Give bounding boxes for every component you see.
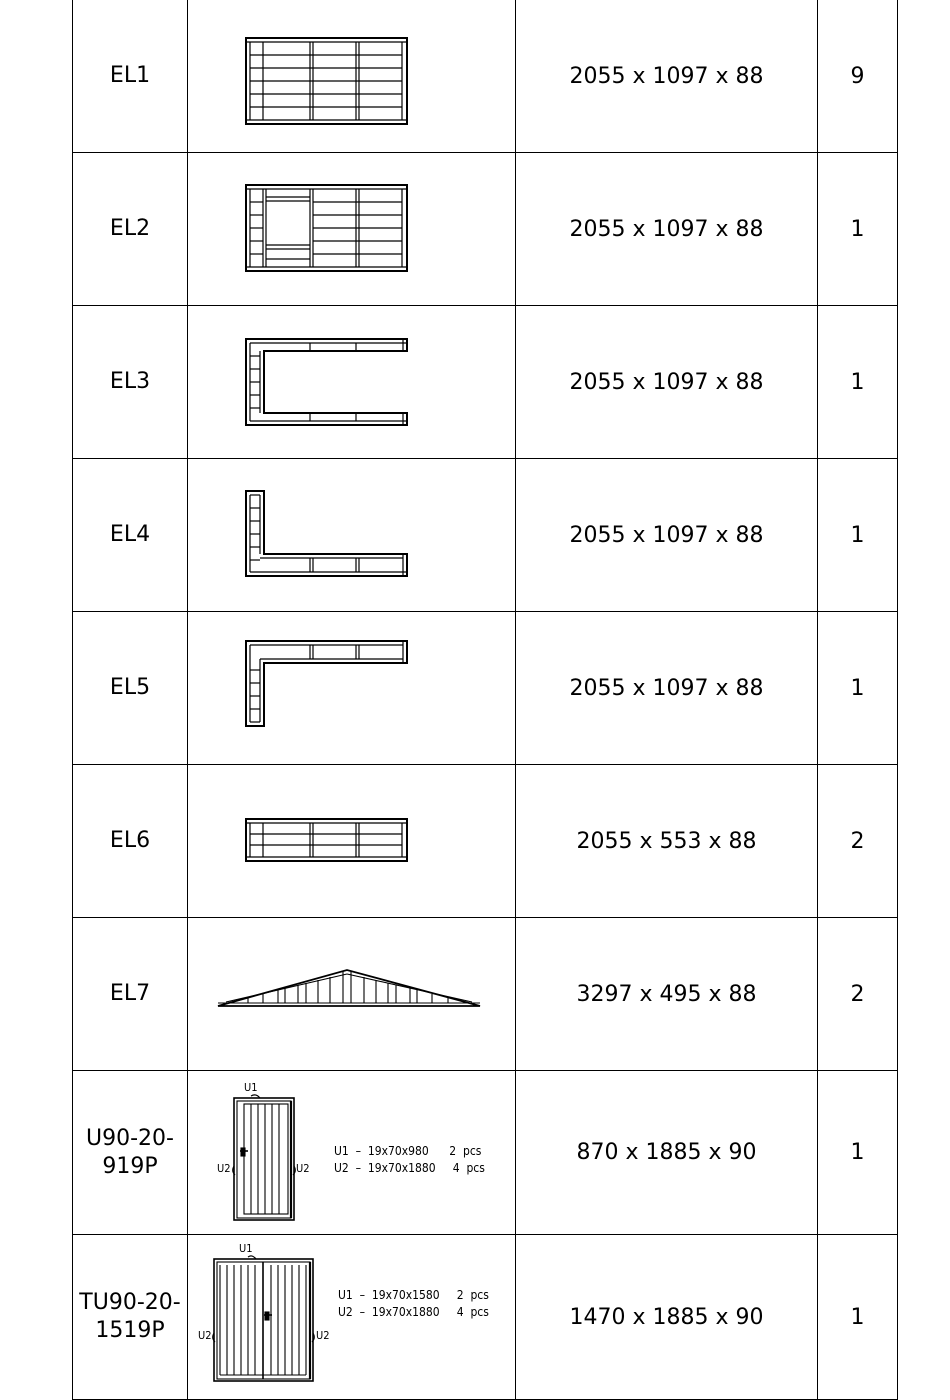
part-dimensions: 1470 x 1885 x 90 (516, 1235, 818, 1400)
part-code: EL4 (73, 459, 188, 612)
part-quantity: 1 (818, 1071, 898, 1235)
part-code: EL5 (73, 612, 188, 765)
part-quantity: 1 (818, 153, 898, 306)
part-quantity: 1 (818, 306, 898, 459)
part-drawing (188, 459, 516, 612)
wall-panel-window-icon (188, 153, 515, 301)
part-drawing (188, 765, 516, 918)
table-row (73, 612, 898, 765)
door-label-right: U2 (316, 1329, 330, 1342)
door-label-left: U2 (217, 1162, 231, 1175)
part-code-line: U90-20- (86, 1125, 174, 1151)
door-label-top: U1 (239, 1242, 253, 1255)
part-code: EL1 (73, 0, 188, 153)
part-quantity: 1 (818, 1235, 898, 1400)
part-code-line: 919P (102, 1153, 158, 1179)
part-drawing (188, 1071, 516, 1235)
part-dimensions: 2055 x 1097 x 88 (516, 153, 818, 306)
part-drawing (188, 0, 516, 153)
wall-panel-gamma-frame-icon (188, 612, 515, 760)
table-row (73, 765, 898, 918)
part-dimensions: 2055 x 1097 x 88 (516, 0, 818, 153)
part-drawing (188, 306, 516, 459)
part-code-line: TU90-20- (79, 1290, 181, 1315)
part-quantity: 1 (818, 612, 898, 765)
part-code (73, 1071, 188, 1235)
part-dimensions: 2055 x 1097 x 88 (516, 306, 818, 459)
part-code: EL7 (73, 918, 188, 1071)
door-label-left: U2 (198, 1329, 212, 1342)
part-drawing (188, 918, 516, 1071)
cut-list-line: U2 – 19x70x1880 4 pcs (338, 1305, 489, 1319)
part-drawing (188, 153, 516, 306)
table-row (73, 918, 898, 1071)
cut-list-line: U1 – 19x70x980 2 pcs (334, 1144, 482, 1158)
table-row (73, 1071, 898, 1235)
wall-panel-c-frame-icon (188, 306, 515, 454)
part-quantity: 9 (818, 0, 898, 153)
part-dimensions: 2055 x 1097 x 88 (516, 612, 818, 765)
part-dimensions: 870 x 1885 x 90 (516, 1071, 818, 1235)
part-dimensions: 2055 x 1097 x 88 (516, 459, 818, 612)
part-code-line: 1519P (95, 1318, 165, 1343)
door-label-top: U1 (244, 1081, 258, 1094)
part-drawing (188, 612, 516, 765)
part-code: EL2 (73, 153, 188, 306)
cut-list-line: U2 – 19x70x1880 4 pcs (334, 1161, 485, 1175)
wall-panel-full-icon (188, 0, 515, 148)
table-row (73, 459, 898, 612)
cut-list-line: U1 – 19x70x1580 2 pcs (338, 1288, 489, 1302)
table-row (73, 1235, 898, 1400)
part-code: EL6 (73, 765, 188, 918)
part-dimensions: 3297 x 495 x 88 (516, 918, 818, 1071)
part-quantity: 1 (818, 459, 898, 612)
part-code: EL3 (73, 306, 188, 459)
wall-panel-l-frame-icon (188, 459, 515, 607)
wall-panel-half-icon (188, 765, 515, 913)
part-quantity: 2 (818, 765, 898, 918)
table-row (73, 153, 898, 306)
part-code (73, 1235, 188, 1400)
part-drawing (188, 1235, 516, 1400)
table-row (73, 306, 898, 459)
table-row (73, 0, 898, 153)
part-quantity: 2 (818, 918, 898, 1071)
parts-table (72, 0, 898, 1400)
gable-truss-icon (188, 918, 515, 1066)
part-dimensions: 2055 x 553 x 88 (516, 765, 818, 918)
door-label-right: U2 (296, 1162, 310, 1175)
